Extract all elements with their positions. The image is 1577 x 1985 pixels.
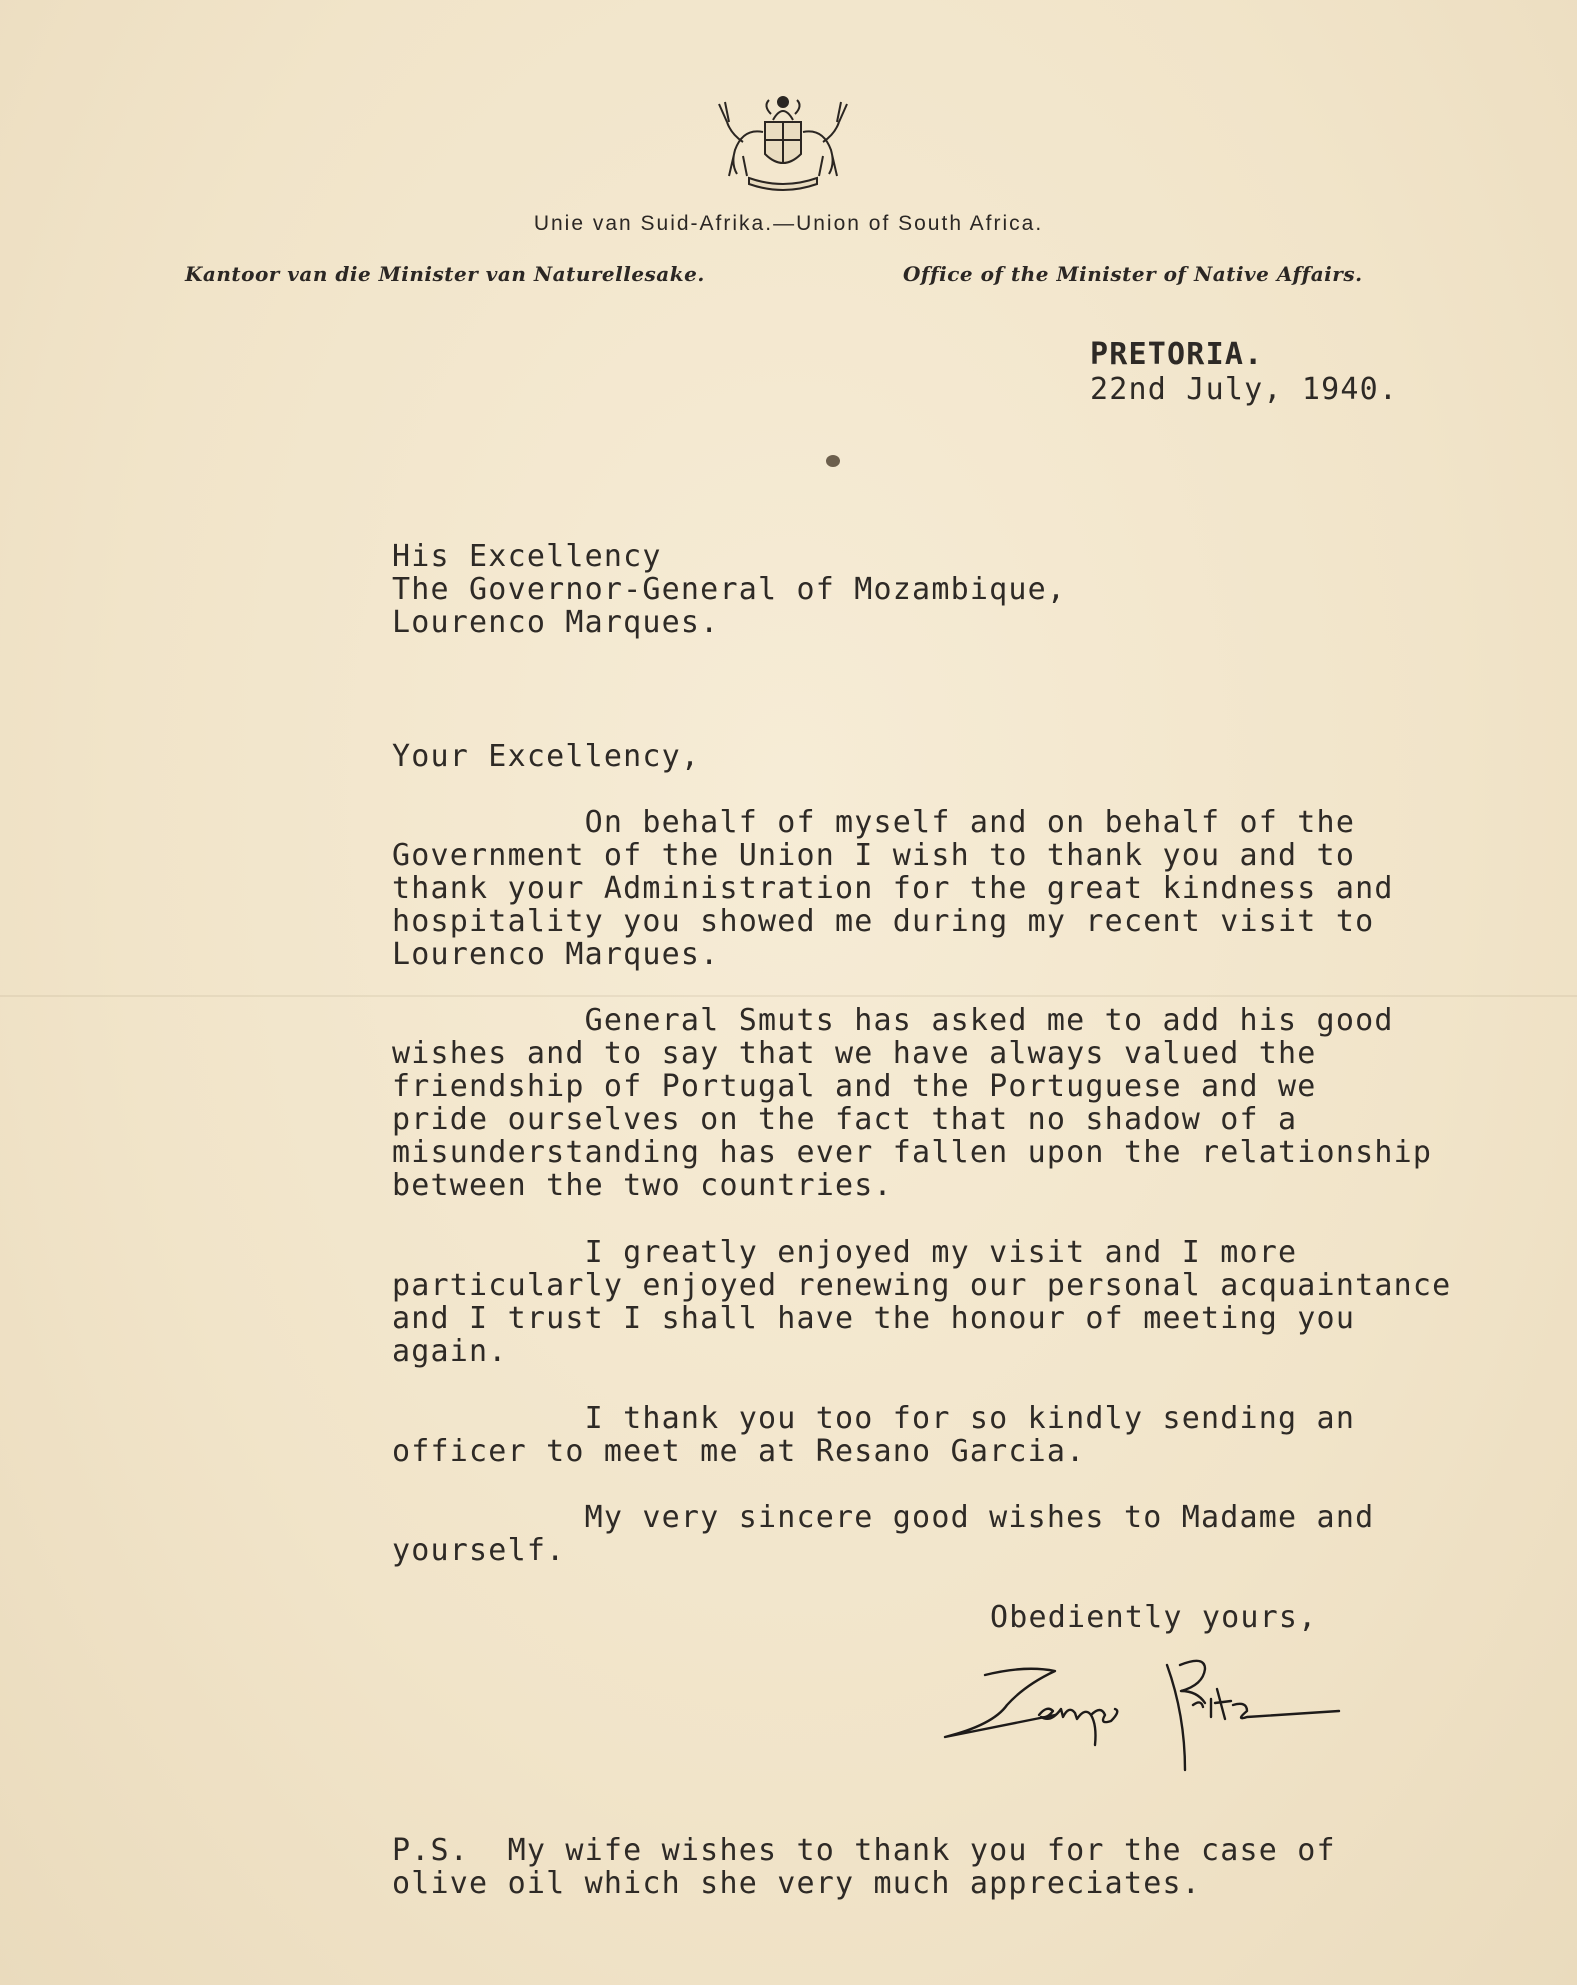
addressee-line: The Governor-General of Mozambique, <box>392 572 1067 607</box>
date: 22nd July, 1940. <box>1090 372 1399 407</box>
body-line: My very sincere good wishes to Madame and <box>392 1500 1375 1535</box>
body-line: particularly enjoyed renewing our personal acquaintance <box>392 1268 1452 1303</box>
body-line: pride ourselves on the fact that no shadow of a <box>392 1102 1298 1137</box>
body-line: friendship of Portugal and the Portuguese and we <box>392 1069 1317 1104</box>
body-line: On behalf of myself and on behalf of the <box>392 805 1356 840</box>
letterhead-country: Unie van Suid-Afrika.—Union of South Africa. <box>533 212 1044 235</box>
body-line: Lourenco Marques. <box>392 937 720 972</box>
place: PRETORIA. <box>1090 337 1264 372</box>
body-line: hospitality you showed me during my recent visit to <box>392 904 1375 939</box>
body-line: Government of the Union I wish to thank you and to <box>392 838 1356 873</box>
addressee-line: His Excellency <box>392 539 662 574</box>
body-line: thank your Administration for the great kindness and <box>392 871 1394 906</box>
body-line: yourself. <box>392 1533 566 1568</box>
body-line: and I trust I shall have the honour of meeting you <box>392 1301 1356 1336</box>
body-line: I greatly enjoyed my visit and I more <box>392 1235 1298 1270</box>
body-line: wishes and to say that we have always valued the <box>392 1036 1317 1071</box>
body-line: again. <box>392 1334 508 1369</box>
body-line: officer to meet me at Resano Garcia. <box>392 1434 1086 1469</box>
body-line: between the two countries. <box>392 1168 893 1203</box>
body-line: misunderstanding has ever fallen upon the relationship <box>392 1135 1433 1170</box>
ink-spot <box>826 455 840 467</box>
postscript-line: P.S. My wife wishes to thank you for the case of <box>392 1833 1336 1868</box>
office-english: Office of the Minister of Native Affairs. <box>903 262 1363 286</box>
salutation: Your Excellency, <box>392 739 701 774</box>
coat-of-arms-icon <box>713 92 853 192</box>
body-line: I thank you too for so kindly sending an <box>392 1401 1356 1436</box>
closing: Obediently yours, <box>990 1600 1318 1635</box>
addressee-line: Lourenco Marques. <box>392 605 720 640</box>
office-afrikaans: Kantoor van die Minister van Naturellesake. <box>185 262 705 286</box>
postscript-line: olive oil which she very much appreciates. <box>392 1866 1201 1901</box>
handwritten-signature <box>935 1645 1395 1785</box>
fold-line <box>0 995 1577 997</box>
body-line: General Smuts has asked me to add his good <box>392 1003 1394 1038</box>
